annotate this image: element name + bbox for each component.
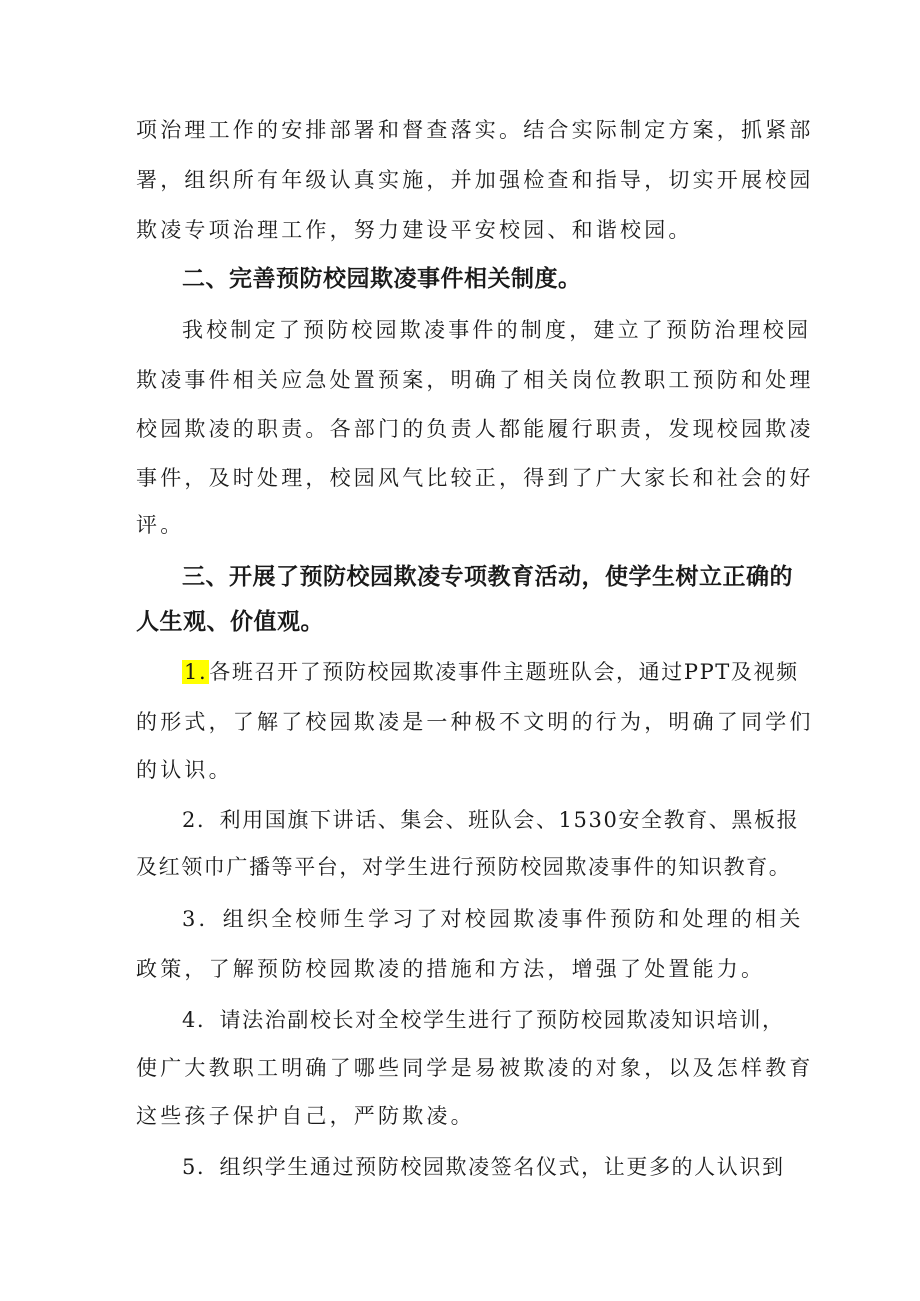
paragraph-line: 政策，了解预防校园欺凌的措施和方法，增强了处置能力。	[136, 957, 766, 981]
paragraph-line: 署，组织所有年级认真实施，并加强检查和指导，切实开展校园	[136, 168, 814, 192]
paragraph-line: 项治理工作的安排部署和督查落实。结合实际制定方案，抓紧部	[136, 118, 814, 142]
paragraph-line: 的形式，了解了校园欺凌是一种极不文明的行为，明确了同学们	[136, 710, 814, 734]
paragraph-line: 评。	[136, 513, 185, 537]
paragraph-line: 及红领巾广播等平台，对学生进行预防校园欺凌事件的知识教育。	[136, 855, 792, 879]
paragraph-line: 使广大教职工明确了哪些同学是易被欺凌的对象，以及怎样教育	[136, 1056, 814, 1080]
list-item-2-line: 2．利用国旗下讲话、集会、班队会、1530安全教育、黑板报	[182, 808, 800, 832]
section-heading-2: 二、完善预防校园欺凌事件相关制度。	[182, 266, 582, 292]
paragraph-line: 欺凌专项治理工作，努力建设平安校园、和谐校园。	[136, 218, 693, 242]
list-item-4-line: 4．请法治副校长对全校学生进行了预防校园欺凌知识培训，	[182, 1008, 785, 1032]
section-heading-3-continued: 人生观、价值观。	[136, 609, 324, 635]
list-item-3-line: 3．组织全校师生学习了对校园欺凌事件预防和处理的相关	[182, 907, 804, 931]
paragraph-line: 事件，及时处理，校园风气比较正，得到了广大家长和社会的好	[136, 466, 814, 490]
paragraph-line: 这些孩子保护自己，严防欺凌。	[136, 1104, 475, 1128]
list-number-highlight: 1.	[184, 660, 208, 684]
list-item-5-line: 5．组织学生通过预防校园欺凌签名仪式，让更多的人认识到	[182, 1155, 785, 1179]
paragraph-line: 的认识。	[136, 758, 233, 782]
paragraph-line: 校园欺凌的职责。各部门的负责人都能履行职责，发现校园欺凌	[136, 417, 814, 441]
list-item-text: 各班召开了预防校园欺凌事件主题班队会，通过PPT及视频	[209, 660, 799, 684]
list-item-1-line	[182, 657, 799, 687]
paragraph-line: 我校制定了预防校园欺凌事件的制度，建立了预防治理校园	[182, 318, 812, 342]
paragraph-line: 欺凌事件相关应急处置预案，明确了相关岗位教职工预防和处理	[136, 368, 814, 392]
section-heading-3: 三、开展了预防校园欺凌专项教育活动，使学生树立正确的	[182, 564, 793, 590]
